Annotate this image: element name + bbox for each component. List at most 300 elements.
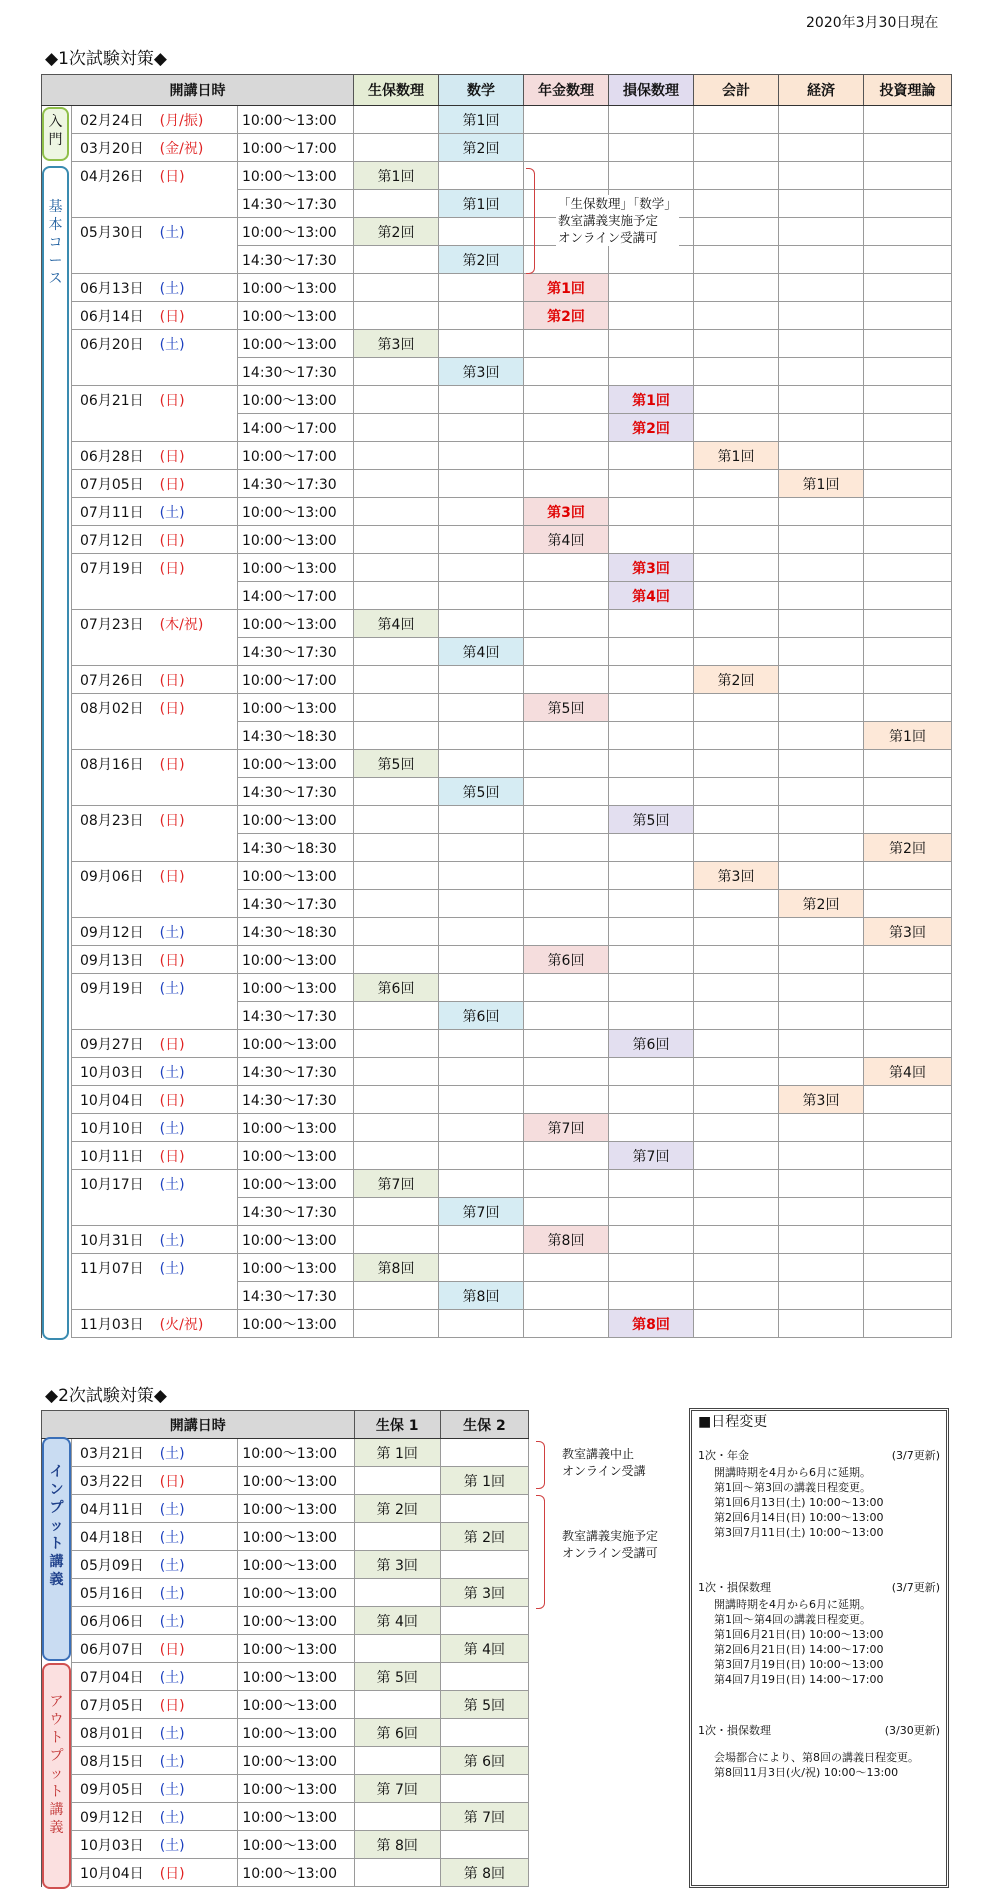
subject-cell <box>354 1803 440 1831</box>
subject-cell <box>609 610 694 638</box>
subject-cell <box>439 1142 524 1170</box>
subject-cell <box>864 190 952 218</box>
table-row <box>42 722 952 750</box>
day-of-week: (日) <box>159 1473 185 1490</box>
subject-cell <box>779 1058 864 1086</box>
session-label: 第1回 <box>802 476 840 493</box>
date-cell <box>72 1439 238 1467</box>
sidebar-output-char: 義 <box>49 1820 64 1836</box>
subject-cell <box>694 750 779 778</box>
subject-cell <box>779 106 864 134</box>
date-cell <box>72 806 238 834</box>
lecture-date: 03月20日 <box>80 140 144 157</box>
date-cell <box>72 1002 238 1030</box>
lecture-time: 10:00～13:00 <box>238 806 354 834</box>
subject-cell <box>439 890 524 918</box>
subject-cell <box>439 1002 524 1030</box>
subject-cell <box>354 1254 439 1282</box>
lecture-time: 14:30～18:30 <box>238 722 354 750</box>
lecture-date: 09月27日 <box>80 1036 144 1053</box>
date-cell <box>72 1495 238 1523</box>
lecture-time: 10:00～13:00 <box>238 610 354 638</box>
subject-cell <box>440 1691 528 1719</box>
subject-cell <box>609 918 694 946</box>
subject-cell <box>864 1198 952 1226</box>
subject-cell <box>354 1170 439 1198</box>
date-cell <box>72 498 238 526</box>
subject-cell <box>864 834 952 862</box>
sidebar-input-char: 義 <box>49 1572 64 1588</box>
table-row <box>42 1635 529 1663</box>
session-label: 第3回 <box>547 504 585 521</box>
subject-cell <box>694 162 779 190</box>
lecture-date: 06月14日 <box>80 308 144 325</box>
date-cell <box>72 302 238 330</box>
subject-cell <box>694 302 779 330</box>
subject-cell <box>609 1310 694 1338</box>
table-row <box>42 1142 952 1170</box>
subject-cell <box>609 890 694 918</box>
table-row <box>42 918 952 946</box>
subject-cell <box>779 330 864 358</box>
subject-cell <box>440 1467 528 1495</box>
lecture-date: 10月31日 <box>80 1232 144 1249</box>
subject-cell <box>694 1170 779 1198</box>
date-cell <box>72 1663 238 1691</box>
schedule-change-updated: (3/7更新) <box>891 1581 940 1594</box>
sidebar-output-char: ッ <box>49 1766 64 1782</box>
lecture-date: 05月09日 <box>80 1557 144 1574</box>
lecture-time: 10:00～13:00 <box>238 554 354 582</box>
date-cell <box>72 442 238 470</box>
lecture-time: 10:00～13:00 <box>238 1439 354 1467</box>
subject-cell <box>779 274 864 302</box>
schedule-change-body <box>698 1597 940 1687</box>
subject-cell <box>694 218 779 246</box>
session-label: 第8回 <box>547 1232 585 1249</box>
lecture-time: 10:00～13:00 <box>238 1607 354 1635</box>
schedule-change-header <box>698 1580 940 1595</box>
subject-cell <box>864 1282 952 1310</box>
day-of-week: (日) <box>159 476 185 493</box>
subject-cell <box>524 330 609 358</box>
day-of-week: (土) <box>159 1809 185 1826</box>
subject-cell <box>694 554 779 582</box>
subject-cell <box>779 946 864 974</box>
table-row <box>42 1439 529 1467</box>
subject-cell <box>864 358 952 386</box>
subject-cell <box>354 1030 439 1058</box>
sidebar-output-char: 講 <box>49 1802 64 1818</box>
table-row <box>42 330 952 358</box>
subject-cell <box>440 1551 528 1579</box>
subject-cell <box>694 974 779 1002</box>
subject-cell <box>354 162 439 190</box>
subject-cell <box>354 890 439 918</box>
subject-cell <box>779 918 864 946</box>
day-of-week: (日) <box>159 1865 185 1882</box>
subject-cell <box>354 246 439 274</box>
day-of-week: (日) <box>159 868 185 885</box>
schedule-change-line: 第1回～第3回の講義日程変更。 <box>714 1481 871 1494</box>
subject-cell <box>864 218 952 246</box>
table-row <box>42 1226 952 1254</box>
day-of-week: (土) <box>159 280 185 297</box>
sidebar-input-lectures <box>42 1437 71 1661</box>
first-exam-table <box>41 74 952 1338</box>
date-cell <box>72 358 238 386</box>
date-cell <box>72 946 238 974</box>
session-label: 第1回 <box>462 196 500 213</box>
table-row <box>42 946 952 974</box>
schedule-change-body <box>698 1750 940 1780</box>
session-label: 第 7回 <box>376 1781 418 1798</box>
subject-cell <box>694 358 779 386</box>
subject-cell <box>439 1254 524 1282</box>
subject-cell <box>779 666 864 694</box>
subject-cell <box>524 890 609 918</box>
table-row <box>42 218 952 246</box>
date-cell <box>72 1607 238 1635</box>
subject-cell <box>864 862 952 890</box>
schedule-change-header <box>698 1448 940 1463</box>
subject-cell <box>439 1058 524 1086</box>
subject-cell <box>609 386 694 414</box>
subject-cell <box>524 554 609 582</box>
lecture-date: 09月19日 <box>80 980 144 997</box>
subject-cell <box>354 1607 440 1635</box>
table-row <box>42 1579 529 1607</box>
subject-cell <box>354 1635 440 1663</box>
subject-cell <box>354 1523 440 1551</box>
table-row <box>42 1719 529 1747</box>
note-classroom <box>562 1528 658 1562</box>
header-date-time: 開講日時 <box>42 75 354 106</box>
table-row <box>42 1523 529 1551</box>
lecture-time: 10:00～13:00 <box>238 1226 354 1254</box>
day-of-week: (土) <box>159 1260 185 1277</box>
note-brace-first <box>526 168 535 274</box>
lecture-time: 10:00～13:00 <box>238 1030 354 1058</box>
subject-cell <box>440 1747 528 1775</box>
note-brace-classroom <box>536 1495 545 1609</box>
session-label: 第 3回 <box>463 1585 506 1602</box>
subject-cell <box>354 1198 439 1226</box>
subject-cell <box>609 582 694 610</box>
subject-cell <box>440 1523 528 1551</box>
subject-cell <box>864 582 952 610</box>
subject-cell <box>609 694 694 722</box>
lecture-date: 08月16日 <box>80 756 144 773</box>
table-row <box>42 1803 529 1831</box>
subject-cell <box>609 862 694 890</box>
day-of-week: (土) <box>159 1781 185 1798</box>
subject-cell <box>440 1719 528 1747</box>
subject-cell <box>779 638 864 666</box>
subject-cell <box>354 834 439 862</box>
subject-cell <box>779 974 864 1002</box>
subject-cell <box>354 778 439 806</box>
subject-cell <box>864 778 952 806</box>
subject-cell <box>440 1663 528 1691</box>
subject-cell <box>354 1579 440 1607</box>
date-cell <box>72 750 238 778</box>
lecture-date: 03月22日 <box>80 1473 144 1490</box>
subject-cell <box>779 778 864 806</box>
subject-cell <box>779 386 864 414</box>
day-of-week: (土) <box>159 336 185 353</box>
subject-cell <box>524 722 609 750</box>
subject-cell <box>354 722 439 750</box>
subject-cell <box>609 1282 694 1310</box>
lecture-time: 10:00～13:00 <box>238 106 354 134</box>
subject-cell <box>864 1114 952 1142</box>
subject-cell <box>524 582 609 610</box>
session-label: 第1回 <box>462 112 500 129</box>
date-cell <box>72 1523 238 1551</box>
lecture-time: 10:00～13:00 <box>238 862 354 890</box>
subject-cell <box>864 974 952 1002</box>
day-of-week: (土) <box>159 1753 185 1770</box>
table-row <box>42 1198 952 1226</box>
subject-cell <box>694 1198 779 1226</box>
table-row <box>42 890 952 918</box>
subject-cell <box>354 694 439 722</box>
subject-cell <box>779 414 864 442</box>
day-of-week: (日) <box>159 448 185 465</box>
date-cell <box>72 918 238 946</box>
lecture-date: 10月03日 <box>80 1064 144 1081</box>
subject-cell <box>779 1086 864 1114</box>
lecture-time: 14:30～17:30 <box>238 778 354 806</box>
lecture-date: 08月02日 <box>80 700 144 717</box>
second-section-title: ◆2次試験対策◆ <box>45 1386 167 1406</box>
table-row <box>42 666 952 694</box>
lecture-time: 10:00～13:00 <box>238 750 354 778</box>
day-of-week: (土) <box>159 1613 185 1630</box>
note-line: 教室講義中止 <box>562 1447 635 1461</box>
subject-cell <box>864 274 952 302</box>
subject-cell <box>354 1831 440 1859</box>
session-label: 第5回 <box>632 812 670 829</box>
session-label: 第3回 <box>889 924 926 941</box>
subject-cell <box>864 442 952 470</box>
subject-cell <box>439 1086 524 1114</box>
subject-cell <box>694 1086 779 1114</box>
subject-cell <box>439 582 524 610</box>
subject-cell <box>694 1058 779 1086</box>
subject-cell <box>524 778 609 806</box>
subject-cell <box>354 582 439 610</box>
subject-cell <box>779 134 864 162</box>
date-cell <box>72 1747 238 1775</box>
lecture-time: 10:00～13:00 <box>238 1691 354 1719</box>
day-of-week: (土) <box>159 1120 185 1137</box>
subject-cell <box>864 1254 952 1282</box>
session-label: 第 4回 <box>376 1613 418 1630</box>
lecture-time: 10:00～13:00 <box>238 1803 354 1831</box>
session-label: 第6回 <box>632 1036 670 1053</box>
second-exam-table <box>41 1410 529 1887</box>
subject-cell <box>609 358 694 386</box>
subject-cell <box>609 302 694 330</box>
header-subject-seiho2: 生保 2 <box>440 1411 528 1439</box>
subject-cell <box>439 946 524 974</box>
subject-cell <box>354 1663 440 1691</box>
subject-cell <box>779 1282 864 1310</box>
lecture-date: 11月03日 <box>80 1316 144 1333</box>
sidebar-input-char: ン <box>49 1482 64 1498</box>
subject-cell <box>694 246 779 274</box>
schedule-change-line: 第2回6月21日(日) 14:00～17:00 <box>714 1643 884 1656</box>
table-row <box>42 554 952 582</box>
lecture-time: 14:30～17:30 <box>238 638 354 666</box>
lecture-time: 10:00～17:00 <box>238 666 354 694</box>
header-subject-investment: 投資理論 <box>864 75 952 106</box>
subject-cell <box>864 246 952 274</box>
date-cell <box>72 1719 238 1747</box>
date-cell <box>72 1086 238 1114</box>
day-of-week: (土) <box>159 1529 185 1546</box>
subject-cell <box>524 1282 609 1310</box>
subject-cell <box>354 1719 440 1747</box>
table-row <box>42 694 952 722</box>
subject-cell <box>439 218 524 246</box>
lecture-date: 08月23日 <box>80 812 144 829</box>
lecture-time: 10:00～13:00 <box>238 1142 354 1170</box>
subject-cell <box>864 470 952 498</box>
subject-cell <box>609 274 694 302</box>
lecture-date: 10月04日 <box>80 1865 144 1882</box>
lecture-date: 02月24日 <box>80 112 144 129</box>
session-label: 第3回 <box>462 364 500 381</box>
subject-cell <box>524 862 609 890</box>
lecture-time: 10:00～13:00 <box>238 1747 354 1775</box>
lecture-time: 10:00～13:00 <box>238 330 354 358</box>
subject-cell <box>864 694 952 722</box>
note-line: 教室講義実施予定 <box>562 1529 659 1543</box>
subject-cell <box>779 834 864 862</box>
day-of-week: (土) <box>159 1585 185 1602</box>
session-label: 第 1回 <box>376 1445 418 1462</box>
schedule-change-subject: 1次・損保数理 <box>698 1724 771 1737</box>
session-label: 第4回 <box>377 616 415 633</box>
date-cell <box>72 190 238 218</box>
subject-cell <box>779 1310 864 1338</box>
table-row <box>42 1551 529 1579</box>
subject-cell <box>694 890 779 918</box>
subject-cell <box>439 694 524 722</box>
subject-cell <box>524 1226 609 1254</box>
subject-cell <box>439 834 524 862</box>
subject-cell <box>694 694 779 722</box>
date-cell <box>72 694 238 722</box>
subject-cell <box>779 862 864 890</box>
subject-cell <box>864 302 952 330</box>
sidebar-kihon-char: 本 <box>48 217 63 233</box>
subject-cell <box>779 1226 864 1254</box>
day-of-week: (日) <box>159 532 185 549</box>
date-cell <box>72 554 238 582</box>
sidebar-kihon-char: コ <box>48 235 63 251</box>
date-cell <box>72 610 238 638</box>
sidebar-nyumon-char: 門 <box>48 132 63 148</box>
day-of-week: (日) <box>159 1641 185 1658</box>
subject-cell <box>354 1086 439 1114</box>
session-label: 第3回 <box>802 1092 840 1109</box>
session-label: 第 4回 <box>463 1641 506 1658</box>
table-row <box>42 1254 952 1282</box>
session-label: 第6回 <box>462 1008 500 1025</box>
table-row <box>42 638 952 666</box>
day-of-week: (土) <box>159 980 185 997</box>
day-of-week: (日) <box>159 756 185 773</box>
subject-cell <box>694 1002 779 1030</box>
lecture-date: 06月06日 <box>80 1613 144 1630</box>
lecture-date: 04月26日 <box>80 168 144 185</box>
table-row <box>42 834 952 862</box>
subject-cell <box>439 134 524 162</box>
subject-cell <box>439 1114 524 1142</box>
date-cell <box>72 582 238 610</box>
subject-cell <box>864 106 952 134</box>
subject-cell <box>524 610 609 638</box>
subject-cell <box>694 1226 779 1254</box>
session-label: 第 8回 <box>376 1837 418 1854</box>
subject-cell <box>864 498 952 526</box>
session-label: 第8回 <box>377 1260 415 1277</box>
subject-cell <box>354 1859 440 1887</box>
table-row <box>42 134 952 162</box>
lecture-time: 14:00～17:00 <box>238 582 354 610</box>
subject-cell <box>524 442 609 470</box>
header-subject-seiho1: 生保 1 <box>354 1411 440 1439</box>
table-row <box>42 442 952 470</box>
lecture-date: 03月21日 <box>80 1445 144 1462</box>
header-subject-seiho: 生保数理 <box>354 75 439 106</box>
subject-cell <box>439 554 524 582</box>
schedule-change-body <box>698 1465 940 1540</box>
subject-cell <box>439 666 524 694</box>
subject-cell <box>354 470 439 498</box>
subject-cell <box>524 974 609 1002</box>
schedule-change-line: 開講時期を4月から6月に延期。 <box>714 1466 871 1479</box>
day-of-week: (木/祝) <box>159 616 204 633</box>
subject-cell <box>439 302 524 330</box>
lecture-time: 10:00～13:00 <box>238 974 354 1002</box>
subject-cell <box>779 806 864 834</box>
subject-cell <box>439 1170 524 1198</box>
subject-cell <box>354 610 439 638</box>
lecture-date: 07月26日 <box>80 672 144 689</box>
day-of-week: (土) <box>159 1445 185 1462</box>
lecture-date: 07月05日 <box>80 1697 144 1714</box>
subject-cell <box>864 134 952 162</box>
schedule-change-updated: (3/7更新) <box>891 1449 940 1462</box>
subject-cell <box>439 386 524 414</box>
schedule-change-header <box>698 1723 940 1738</box>
schedule-change-line: 第3回7月19日(日) 10:00～13:00 <box>714 1658 884 1671</box>
subject-cell <box>354 498 439 526</box>
subject-cell <box>779 218 864 246</box>
note-first-classroom <box>556 195 679 246</box>
lecture-time: 14:30～17:30 <box>238 1058 354 1086</box>
lecture-time: 10:00～13:00 <box>238 386 354 414</box>
subject-cell <box>354 554 439 582</box>
lecture-time: 14:30～17:30 <box>238 1198 354 1226</box>
day-of-week: (土) <box>159 1837 185 1854</box>
lecture-date: 06月21日 <box>80 392 144 409</box>
